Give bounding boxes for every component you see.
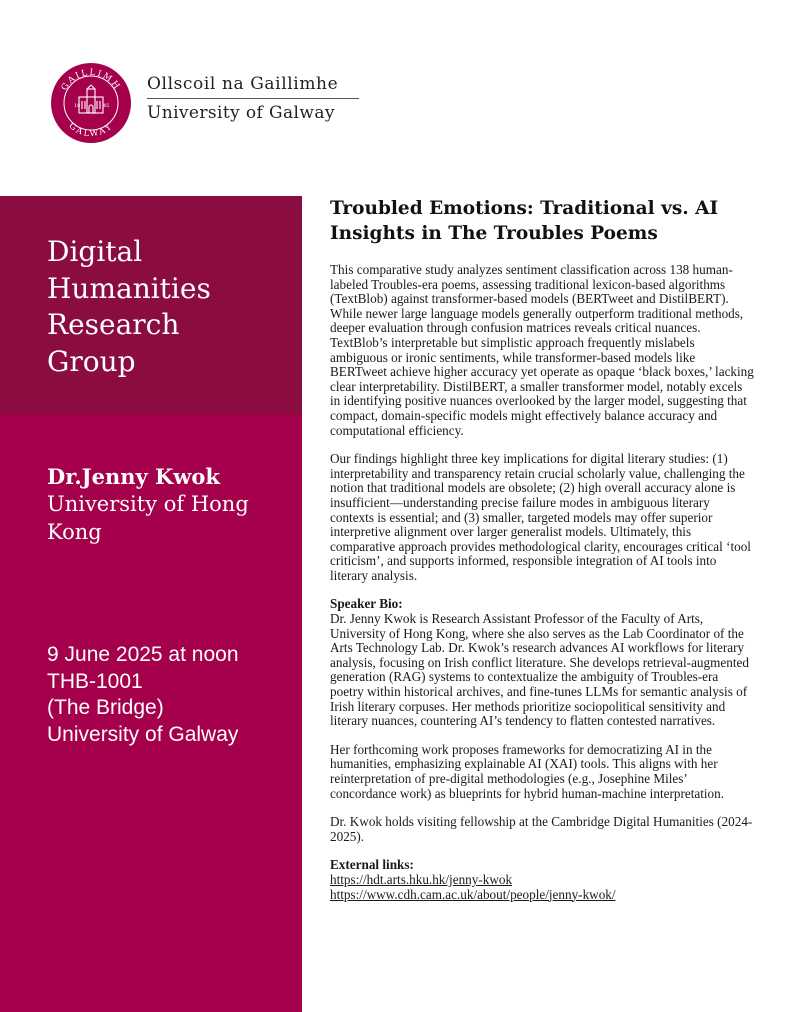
seal-icon: [51, 63, 131, 143]
left-panel: [0, 196, 302, 1012]
event-date: 9 June 2025 at noon: [47, 643, 239, 666]
group-title-line: Digital: [47, 235, 143, 268]
university-seal-logo: [51, 63, 131, 143]
wordmark-irish: Ollscoil na Gaillimhe: [147, 74, 359, 99]
speaker-name: Dr.Jenny Kwok: [47, 464, 220, 489]
seal-year-left: 18: [74, 103, 81, 109]
group-title-line: Research: [47, 308, 180, 341]
link-cdh-profile[interactable]: https://www.cdh.cam.ac.uk/about/people/jenny-kwok/: [330, 886, 616, 902]
abstract-paragraph-1: This comparative study analyzes sentiment classification across 138 human-labeled Troubles-era poems, assessing traditional lexicon-based algorithms (TextBlob) against transformer-based models (BERTweet and DistilBERT). While newer large language models generally outperform traditional methods, deeper evaluation through confusion matrices reveals critical nuances. TextBlob’s interpretable but simplistic approach frequently mislabels ambiguous or ironic sentiments, while transformer-based models like BERTweet achieve higher accuracy yet operate as opaque ‘black boxes,’ lacking clear interpretability. DistilBERT, a smaller transformer model, notably excels in identifying positive nuances overlooked by the larger model, suggesting that compact, domain-specific models might effectively balance accuracy and computational efficiency.: [330, 262, 754, 438]
group-title-line: Group: [47, 344, 136, 378]
group-title: [47, 234, 287, 380]
seal-text-bottom: GALWAY: [66, 121, 116, 140]
event-details: [47, 642, 297, 748]
bio-paragraph-3: Dr. Kwok holds visiting fellowship at the Cambridge Digital Humanities (2024-2025).: [330, 814, 753, 844]
talk-title: Troubled Emotions: Traditional vs. AI Insights in The Troubles Poems: [330, 198, 719, 244]
talk-content: [330, 196, 755, 902]
speaker-affiliation: University of Hong Kong: [47, 492, 249, 544]
links-heading: External links:: [330, 857, 414, 873]
bio-paragraph-1: Dr. Jenny Kwok is Research Assistant Professor of the Faculty of Arts, University of Hong Kong, where she also serves as the Lab Coordinator of the Arts Technology Lab. Dr. Kwok’s research advances AI workflows for literary analysis, focusing on Irish conflict literature. She develops retrieval-augmented generation (RAG) systems to contextualize the ambiguity of Troubles-era poetry within historical archives, and fine-tunes LLMs for semantic analysis of Irish literary corpuses. Her methods prioritize sociopolitical sensitivity and literary nuances, countering AI’s tendency to flatten contested narratives.: [330, 611, 749, 729]
wordmark-english: University of Galway: [147, 103, 335, 123]
seal-text-top: GAILLIMH: [59, 67, 123, 93]
event-room: THB-1001: [47, 669, 143, 693]
seal-year-right: 45: [103, 103, 110, 109]
abstract-paragraph-2: Our findings highlight three key implications for digital literary studies: (1) interpretability and transparency retain crucial scholarly value, challenging the notion that traditional models are obsolete; (2) high overall accuracy alone is insufficient—understanding precise failure modes in ambiguous literary contexts is essential; and (3) smaller, targeted models may offer superior interpretive alignment over larger generalist models. Ultimately, this comparative approach provides methodological clarity, encourages critical ‘tool criticism’, and supports informed, responsible integration of AI tools into literary analysis.: [330, 451, 751, 583]
university-wordmark: [147, 74, 359, 123]
event-institution: University of Galway: [47, 722, 239, 746]
event-venue: (The Bridge): [47, 696, 164, 719]
group-title-line: Humanities: [47, 271, 211, 305]
bio-heading: Speaker Bio:: [330, 596, 403, 612]
bio-paragraph-2: Her forthcoming work proposes frameworks for democratizing AI in the humanities, emphasizing explainable AI (XAI) tools. This aligns with her reinterpretation of pre-digital methodologies (e.g., Josephine Miles’ concordance work) as blueprints for hybrid human-machine interpretation.: [330, 741, 725, 801]
link-hku-profile[interactable]: https://hdt.arts.hku.hk/jenny-kwok: [330, 871, 513, 887]
group-banner: [0, 196, 302, 414]
